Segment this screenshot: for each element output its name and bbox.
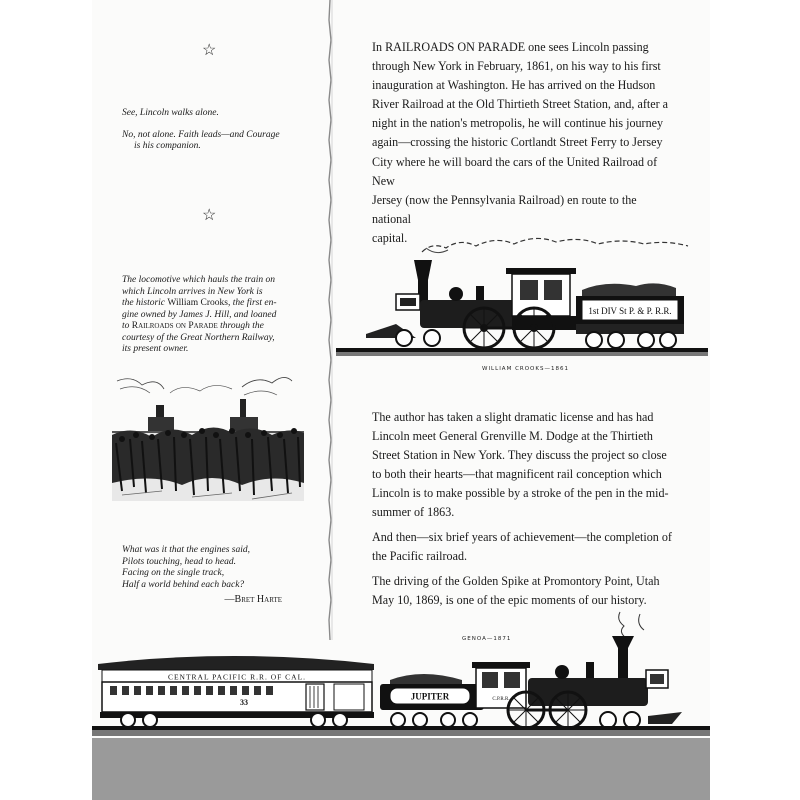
bottom-grey-band [92, 738, 710, 800]
text-line: through New York in February, 1861, on his way to his first [372, 59, 661, 74]
tender-lettering: JUPITER [410, 691, 450, 702]
page-fold-seam [326, 0, 334, 640]
text-line: Jersey (now the Pennsylvania Railroad) en route to the national [372, 192, 637, 226]
note-line: The locomotive which hauls the train on [122, 275, 276, 285]
poem-line: Pilots touching, head to head. [122, 556, 236, 567]
william-crooks-caption: WILLIAM CROOKS—1861 [482, 366, 569, 372]
poem-line: Facing on the single track, [122, 568, 225, 578]
note-line: its present owner. [122, 344, 189, 354]
paragraph-golden-spike [372, 572, 672, 610]
poem-attribution: —Bret Harte [224, 594, 282, 605]
text-line: inauguration at Washington. He has arrived on the Hudson [372, 78, 656, 93]
poem-bret-harte [122, 545, 300, 605]
text-line: Street Station in New York. They discuss the project so close [372, 448, 667, 463]
text-line: to both their hearts—that magnificent rail conception which [372, 467, 662, 482]
note-line: which Lincoln arrives in New York is [122, 286, 263, 297]
text-line: The author has taken a slight dramatic license and has had [372, 410, 654, 424]
star-icon: ☆ [202, 42, 217, 59]
note-line [122, 298, 300, 310]
note-line [122, 321, 300, 333]
text-line: In RAILROADS ON PARADE one sees Lincoln passing [372, 40, 649, 54]
genoa-caption: GENOA—1871 [462, 636, 512, 642]
note-text: to [122, 321, 132, 331]
note-text: , the first en- [227, 298, 277, 308]
note-line: gine owned by James J. Hill, and loaned [122, 309, 277, 320]
poem-lincoln-walks [122, 108, 300, 153]
text-line: And then—six brief years of achievement—the completion of [372, 530, 672, 544]
note-line: courtesy of the Great Northern Railway, [122, 332, 275, 343]
car-lettering: CENTRAL PACIFIC R.R. OF CAL. [167, 672, 307, 682]
tender-lettering: 1st DIV St P. & P. R.R. [588, 306, 672, 316]
text-line: night in the nation's metropolis, he will continue his journey [372, 116, 664, 131]
poem-line: is his companion. [134, 141, 201, 151]
text-line: May 10, 1869, is one of the epic moments of our history. [372, 593, 647, 608]
paragraph-pacific-railroad [372, 528, 672, 566]
text-line: River Railroad at the Old Thirtieth Street Station, and, after a [372, 97, 668, 112]
poem-line: Half a world behind each back? [122, 579, 245, 590]
note-engine-name: William Crooks [167, 298, 228, 308]
text-line: The driving of the Golden Spike at Promontory Point, Utah [372, 574, 660, 588]
car-number: 33 [240, 698, 248, 707]
william-crooks-locomotive-illustration [336, 228, 708, 364]
text-line: again—crossing the historic Cortlandt Street Ferry to Jersey [372, 135, 663, 150]
text-line: capital. [372, 230, 408, 245]
jupiter-train-illustration [92, 606, 710, 738]
star-icon: ☆ [202, 207, 217, 224]
poem-line: What was it that the engines said, [122, 545, 250, 555]
poem-line: See, Lincoln walks alone. [122, 108, 219, 118]
text-line: City where he will board the cars of the United Railroad of New [372, 154, 658, 188]
paragraph-lincoln-new-york [372, 38, 672, 248]
poem-line: No, not alone. Faith leads—and Courage [122, 129, 280, 140]
text-line: Lincoln meet General Grenville M. Dodge at the Thirtieth [372, 429, 653, 444]
note-text: the historic [122, 298, 168, 308]
cab-lettering: C.P.R.R. [492, 697, 510, 702]
golden-spike-illustration [112, 373, 304, 513]
text-line: the Pacific railroad. [372, 549, 468, 564]
text-line: Lincoln is to make possible by a stroke of the pen in the mid- [372, 486, 669, 501]
note-title: Railroads on Parade [131, 321, 218, 331]
note-text: through the [217, 321, 264, 331]
locomotive-note [122, 275, 300, 356]
paragraph-dodge-meeting [372, 408, 672, 523]
text-line: summer of 1863. [372, 505, 455, 520]
